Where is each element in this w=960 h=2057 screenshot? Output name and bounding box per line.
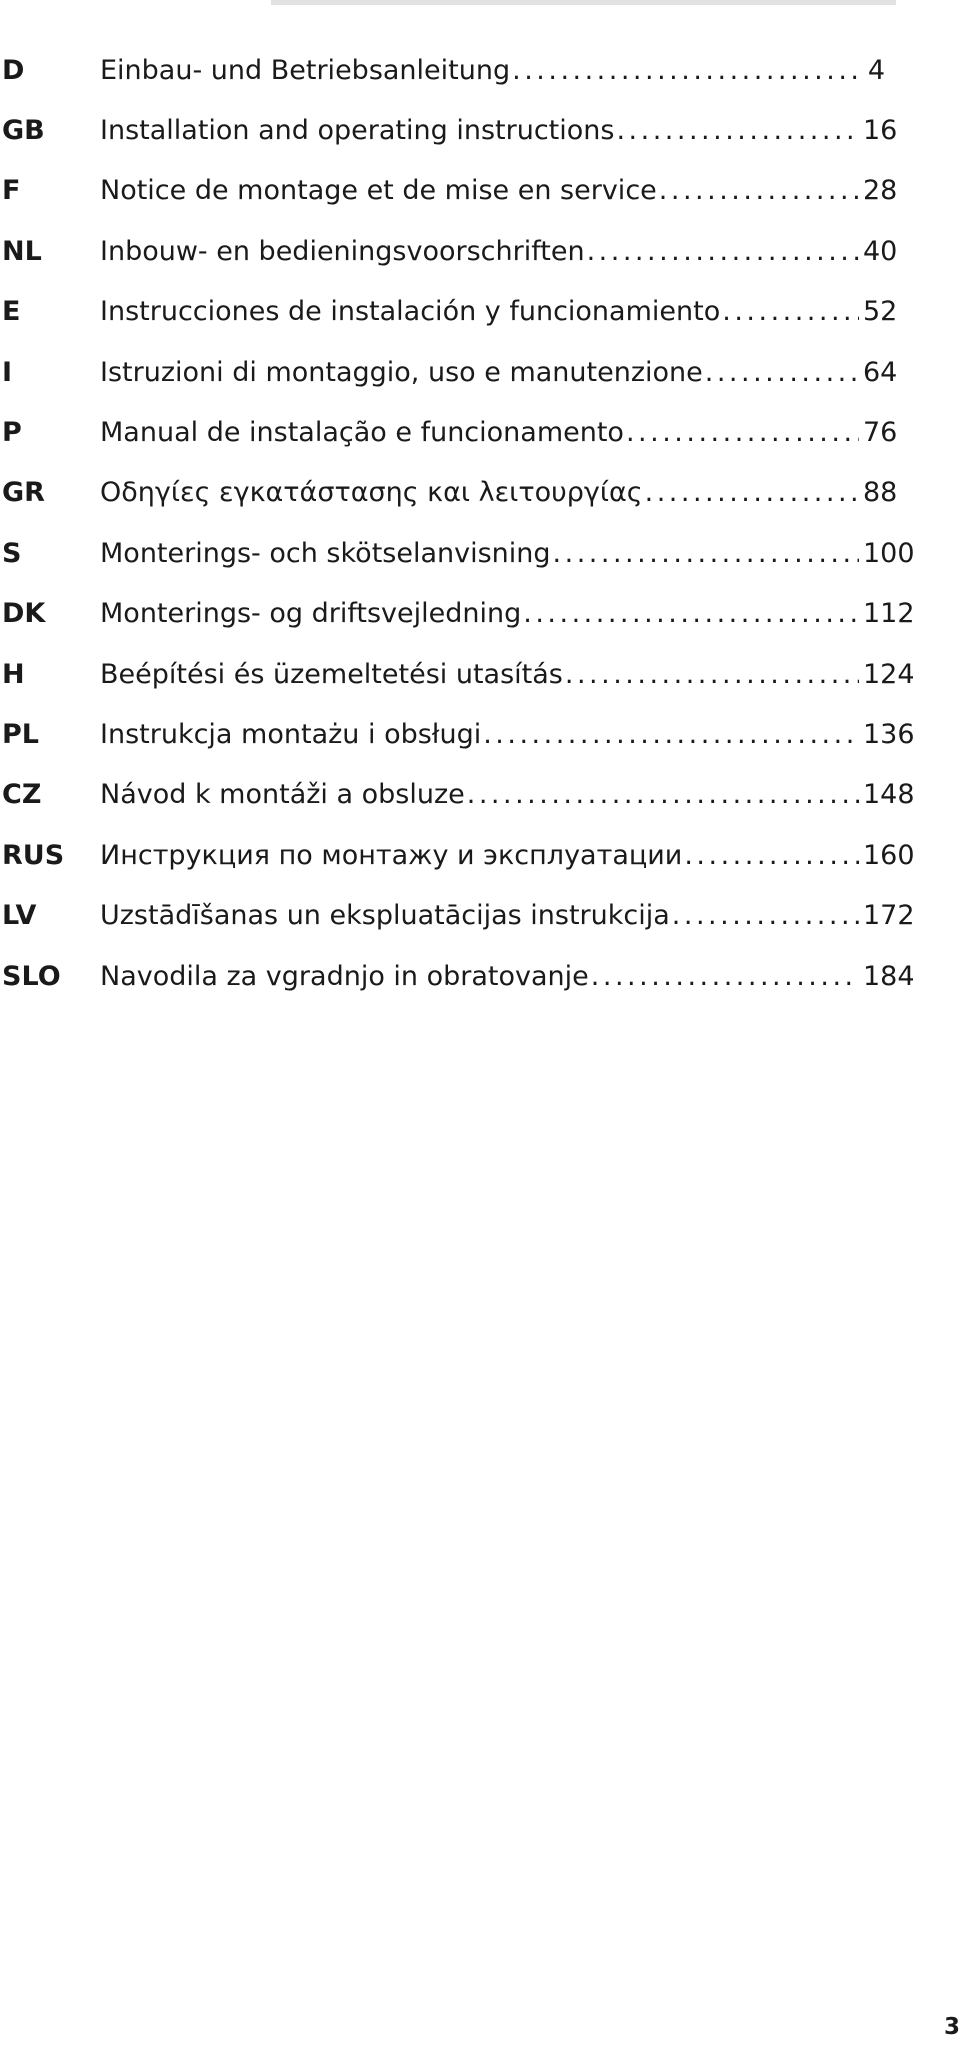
- section-title: Beépítési és üzemeltetési utasítás: [100, 658, 563, 690]
- section-title: Navodila za vgradnjo in obratovanje: [100, 960, 589, 992]
- section-title: Instrucciones de instalación y funcionamiento: [100, 296, 721, 328]
- page-reference: 52: [863, 296, 898, 328]
- section-title: Инструкция по монтажу и эксплуатации: [100, 839, 683, 871]
- section-title: Inbouw- en bedieningsvoorschriften: [100, 235, 585, 267]
- page-reference: 124: [863, 658, 915, 690]
- language-code: S: [2, 537, 22, 569]
- section-title: Manual de instalação e funcionamento: [100, 417, 624, 449]
- dot-leader: [512, 57, 859, 84]
- section-title: Monterings- og driftsvejledning: [100, 598, 522, 630]
- toc-row-i[interactable]: [0, 342, 898, 402]
- toc-entry: [100, 960, 915, 992]
- toc-row-cz[interactable]: [0, 765, 915, 825]
- page-reference: 112: [863, 598, 915, 630]
- dot-leader: [591, 963, 859, 990]
- dot-leader: [684, 842, 859, 869]
- toc-row-lv[interactable]: [0, 885, 915, 945]
- toc-row-e[interactable]: [0, 282, 898, 342]
- language-code: SLO: [2, 960, 61, 992]
- language-code: NL: [2, 235, 42, 267]
- page-number: 3: [943, 2014, 960, 2040]
- toc-row-p[interactable]: [0, 402, 898, 462]
- language-code: P: [2, 417, 22, 449]
- dot-leader: [523, 600, 859, 627]
- toc-entry: [100, 417, 898, 449]
- dot-leader: [467, 781, 859, 808]
- page-reference: 76: [863, 417, 898, 449]
- page-reference: 100: [863, 537, 915, 569]
- language-code: PL: [2, 718, 39, 750]
- page-reference: 28: [863, 175, 898, 207]
- toc-entry: [100, 477, 898, 509]
- toc-entry: [100, 900, 915, 932]
- page-reference: 64: [863, 356, 898, 388]
- page-reference: 136: [863, 718, 915, 750]
- page-reference: 160: [863, 839, 915, 871]
- toc-entry: [100, 718, 915, 750]
- toc-row-s[interactable]: [0, 523, 915, 583]
- page-reference: 4: [867, 54, 885, 86]
- dot-leader: [616, 117, 859, 144]
- toc-entry: [100, 598, 915, 630]
- dot-leader: [659, 177, 859, 204]
- toc-entry: [100, 175, 898, 207]
- dot-leader: [483, 721, 859, 748]
- toc-row-gr[interactable]: [0, 463, 898, 523]
- toc-entry: [100, 235, 898, 267]
- dot-leader: [587, 238, 859, 265]
- language-code: F: [2, 175, 21, 207]
- toc-entry: [100, 779, 915, 811]
- dot-leader: [553, 540, 859, 567]
- section-title: Uzstādīšanas un ekspluatācijas instrukcija: [100, 900, 670, 932]
- section-title: Installation and operating instructions: [100, 115, 615, 147]
- toc-entry: [100, 356, 898, 388]
- language-code: H: [2, 658, 25, 690]
- toc-entry: [100, 537, 915, 569]
- language-code: GB: [2, 115, 45, 147]
- section-title: Istruzioni di montaggio, uso e manutenzione: [100, 356, 703, 388]
- language-code: RUS: [2, 839, 65, 871]
- page-reference: 184: [863, 960, 915, 992]
- toc-row-pl[interactable]: [0, 704, 915, 764]
- section-title: Instrukcja montażu i obsługi: [100, 718, 482, 750]
- section-title: Οδηγίες εγκατάστασης και λειτουργίας: [100, 477, 643, 509]
- table-of-contents: [0, 40, 915, 1006]
- top-rule: [271, 0, 896, 5]
- language-code: E: [2, 296, 21, 328]
- language-code: CZ: [2, 779, 42, 811]
- section-title: Notice de montage et de mise en service: [100, 175, 657, 207]
- toc-entry: [100, 54, 885, 86]
- toc-entry: [100, 658, 915, 690]
- page-reference: 88: [863, 477, 898, 509]
- toc-row-nl[interactable]: [0, 221, 898, 281]
- dot-leader: [565, 661, 859, 688]
- dot-leader: [626, 419, 859, 446]
- dot-leader: [645, 479, 859, 506]
- toc-row-slo[interactable]: [0, 946, 915, 1006]
- section-title: Einbau- und Betriebsanleitung: [100, 54, 511, 86]
- toc-row-gb[interactable]: [0, 100, 898, 160]
- page-reference: 172: [863, 900, 915, 932]
- language-code: GR: [2, 477, 45, 509]
- page-reference: 40: [863, 235, 898, 267]
- toc-row-d[interactable]: [0, 40, 885, 100]
- toc-entry: [100, 115, 898, 147]
- language-code: I: [2, 356, 13, 388]
- dot-leader: [722, 298, 859, 325]
- language-code: D: [2, 54, 25, 86]
- page-reference: 148: [863, 779, 915, 811]
- page-reference: 16: [863, 115, 898, 147]
- language-code: LV: [2, 900, 37, 932]
- toc-row-rus[interactable]: [0, 825, 915, 885]
- dot-leader: [705, 359, 859, 386]
- toc-row-dk[interactable]: [0, 584, 915, 644]
- section-title: Monterings- och skötselanvisning: [100, 537, 551, 569]
- language-code: DK: [2, 598, 46, 630]
- section-title: Návod k montáži a obsluze: [100, 779, 465, 811]
- toc-row-h[interactable]: [0, 644, 915, 704]
- toc-row-f[interactable]: [0, 161, 898, 221]
- dot-leader: [672, 902, 859, 929]
- toc-entry: [100, 839, 915, 871]
- toc-entry: [100, 296, 898, 328]
